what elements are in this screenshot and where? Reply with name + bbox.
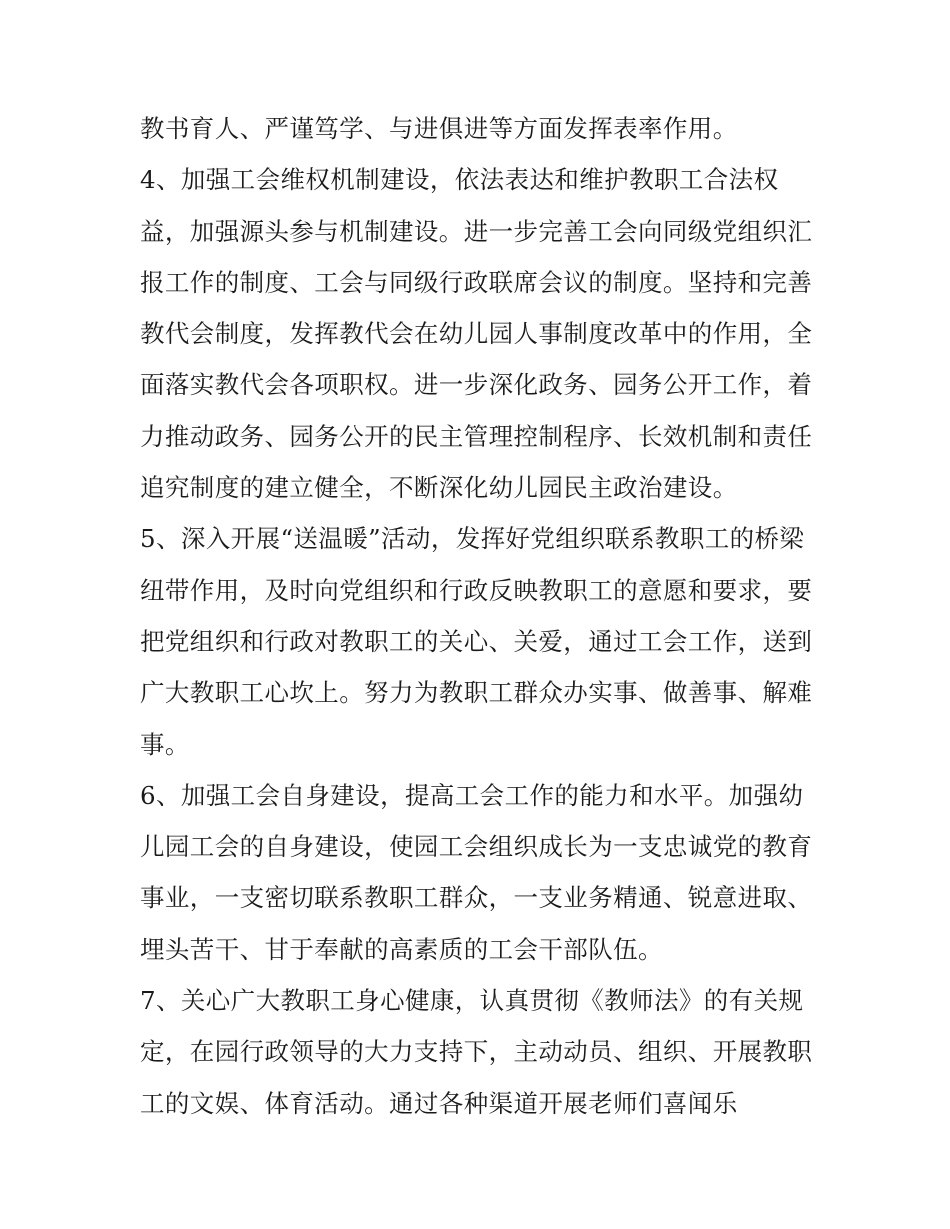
text-line: 埋头苦干、甘于奉献的高素质的工会干部队伍。 <box>140 934 663 964</box>
text-line: 力推动政务、园务公开的民主管理控制程序、长效机制和责任 <box>140 421 813 451</box>
text-line: 4、加强工会维权机制建设，依法表达和维护教职工合法权 <box>140 165 779 195</box>
text-line: 事。 <box>140 729 190 759</box>
text-line: 纽带作用，及时向党组织和行政反映教职工的意愿和要求，要 <box>140 575 813 605</box>
text-line: 益，加强源头参与机制建设。进一步完善工会向同级党组织汇 <box>140 216 813 246</box>
text-line: 面落实教代会各项职权。进一步深化政务、园务公开工作，着 <box>140 370 813 400</box>
text-line: 报工作的制度、工会与同级行政联席会议的制度。坚持和完善 <box>140 267 813 297</box>
text-line: 事业，一支密切联系教职工群众，一支业务精通、锐意进取、 <box>140 883 813 913</box>
text-line: 6、加强工会自身建设，提高工会工作的能力和水平。加强幼 <box>140 780 804 810</box>
text-line: 追究制度的建立健全，不断深化幼儿园民主政治建设。 <box>140 473 738 503</box>
text-line: 5、深入开展“送温暖”活动，发挥好党组织联系教职工的桥梁 <box>140 524 805 554</box>
document-body <box>140 103 820 1129</box>
text-line: 广大教职工心坎上。努力为教职工群众办实事、做善事、解难 <box>140 678 813 708</box>
text-line: 教代会制度，发挥教代会在幼儿园人事制度改革中的作用，全 <box>140 319 813 349</box>
text-line: 7、关心广大教职工身心健康，认真贯彻《教师法》的有关规 <box>140 986 804 1016</box>
text-line: 儿园工会的自身建设，使园工会组织成长为一支忠诚党的教育 <box>140 832 813 862</box>
text-line: 定，在园行政领导的大力支持下，主动动员、组织、开展教职 <box>140 1037 813 1067</box>
text-line: 工的文娱、体育活动。通过各种渠道开展老师们喜闻乐 <box>140 1088 738 1118</box>
text-line: 把党组织和行政对教职工的关心、关爱，通过工会工作，送到 <box>140 626 813 656</box>
text-line: 教书育人、严谨笃学、与进俱进等方面发挥表率作用。 <box>140 114 738 143</box>
